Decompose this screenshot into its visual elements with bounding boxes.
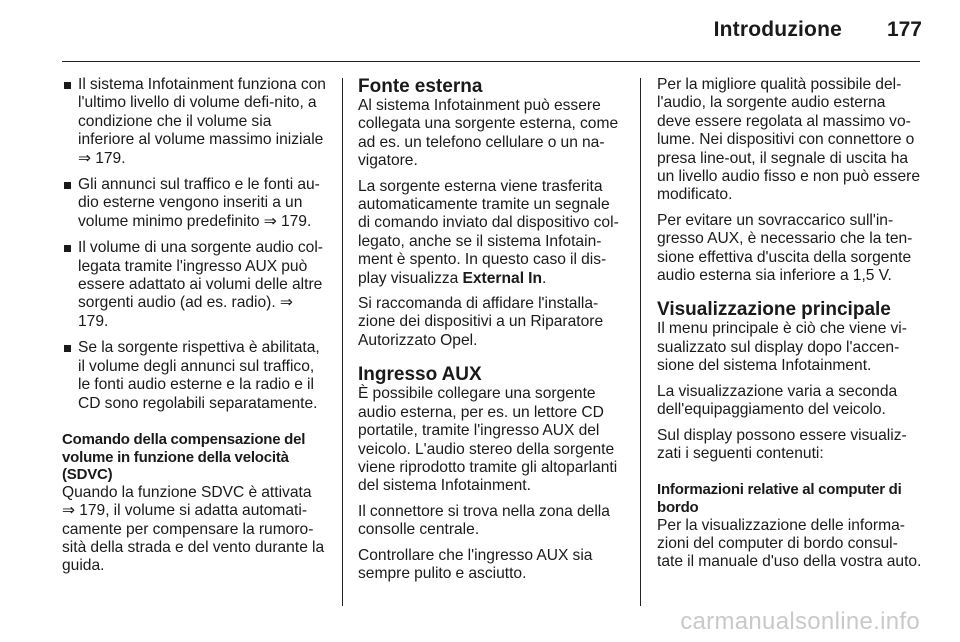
watermark-link[interactable]: carmanualsonline.info xyxy=(680,608,920,635)
paragraph-text: La sorgente esterna viene trasferita automaticamente tramite un segnale di comando inviato dal dispositivo col-legato, anche se il sistema Infotain-ment è spento. In questo caso il dis-play visualizza xyxy=(358,177,619,287)
list-item: Il sistema Infotainment funziona con l'ultimo livello di volume defi-nito, a condizione che il volume sia inferiore al volume massimo iniziale ⇒ 179. xyxy=(62,76,326,168)
trip-computer-heading: Informazioni relative al computer di bordo xyxy=(657,481,902,516)
page-number: 177 xyxy=(886,18,922,41)
sdvc-heading: Comando della compensazione del volume in funzione della velocità (SDVC) xyxy=(62,430,306,484)
external-source-heading: Fonte esterna xyxy=(358,76,483,97)
page-header xyxy=(0,0,960,62)
list-item: Gli annunci sul traffico e le fonti au-dio esterne vengono inseriti a un volume minimo predefinito ⇒ 179. xyxy=(62,176,326,231)
main-display-heading: Visualizzazione principale xyxy=(657,299,891,321)
paragraph: Al sistema Infotainment può essere collegata una sorgente esterna, come ad es. un telefono cellulare o un na-vigatore. xyxy=(358,97,619,170)
page-title: Introduzione xyxy=(713,18,842,41)
paragraph: Il menu principale è ciò che viene vi-sualizzato sul display dopo l'accen-sione del sistema Infotainment. xyxy=(657,320,907,375)
column-3 xyxy=(657,76,923,579)
display-label: External In xyxy=(462,269,543,287)
aux-input-heading: Ingresso AUX xyxy=(358,364,482,386)
paragraph: Controllare che l'ingresso AUX sia sempre pulito e asciutto. xyxy=(358,546,593,582)
paragraph-text: . xyxy=(542,269,547,287)
paragraph: Per evitare un sovraccarico sull'in-gresso AUX, è necessario che la ten-sione effettiva d'uscita della sorgente audio esterna sia inferiore a 1,5 V. xyxy=(657,211,913,285)
column-2 xyxy=(358,76,624,590)
paragraph: Il connettore si trova nella zona della consolle centrale. xyxy=(358,502,610,539)
sdvc-text: Quando la funzione SDVC è attivata ⇒ 179, il volume si adatta automati-camente per compensare la rumoro-sità della strada e del vento durante la guida. xyxy=(62,483,325,575)
paragraph: Per la migliore qualità possibile del-l'audio, la sorgente audio esterna deve essere regolata al massimo vo-lume. Nei dispositivi con connettore o presa line-out, il segnale di uscita ha un livello audio fisso e non può essere modificato. xyxy=(657,76,921,204)
paragraph: Si raccomanda di affidare l'installa-zione dei dispositivi a un Riparatore Autorizzato Opel. xyxy=(358,295,604,349)
list-item: Il volume di una sorgente audio col-legata tramite l'ingresso AUX può essere adattato ai volumi delle altre sorgenti audio (ad es. radio). ⇒ 179. xyxy=(62,239,326,331)
paragraph: Sul display possono essere visualiz-zati i seguenti contenuti: xyxy=(657,426,907,462)
paragraph: È possibile collegare una sorgente audio esterna, per es. un lettore CD portatile, tramite l'ingresso AUX del veicolo. L'audio stereo della sorgente viene riprodotto tramite gli altoparlanti del sistema Infotainment. xyxy=(358,385,618,495)
paragraph xyxy=(358,178,624,288)
paragraph: La visualizzazione varia a seconda dell'equipaggiamento del veicolo. xyxy=(657,382,898,419)
list-item: Se la sorgente rispettiva è abilitata, il volume degli annunci sul traffico, le fonti audio esterne e la radio e il CD sono regolabili separatamente. xyxy=(62,339,326,413)
column-divider xyxy=(640,78,641,606)
paragraph: Per la visualizzazione delle informa-zioni del computer di bordo consul-tate il manuale d'uso della vostra auto. xyxy=(657,516,922,571)
header-divider xyxy=(62,61,920,62)
column-1 xyxy=(62,76,326,583)
column-divider xyxy=(342,78,343,606)
